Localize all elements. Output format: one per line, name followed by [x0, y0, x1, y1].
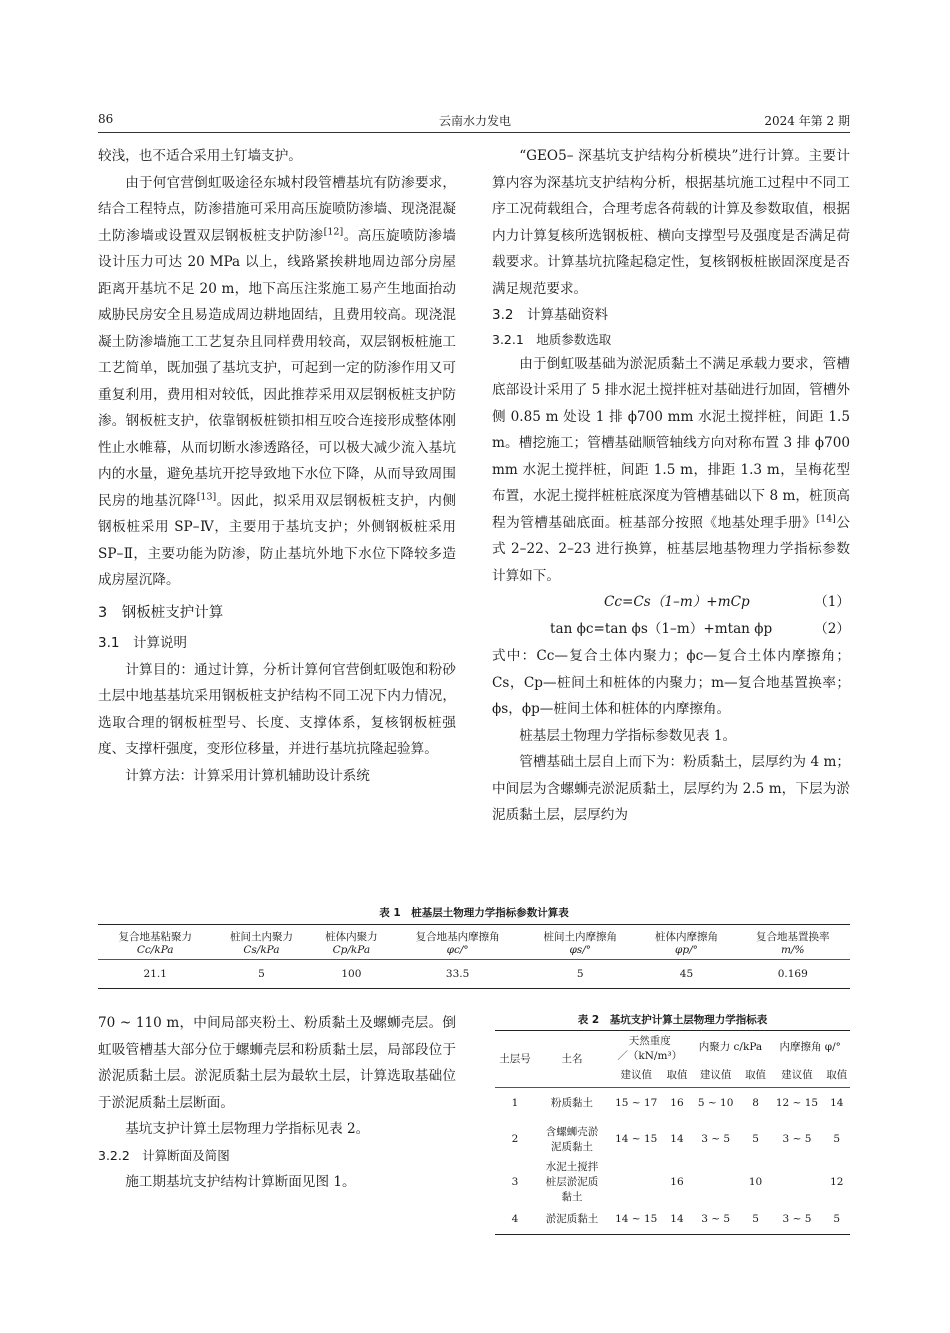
table-unit-row	[98, 944, 850, 960]
equation-number: （1）	[814, 594, 850, 610]
table-header: 复合地基内摩擦角	[415, 931, 500, 943]
table-cell: 0.169	[777, 968, 808, 980]
table-header: 土名	[535, 1031, 609, 1088]
table-cell: 5	[833, 1212, 841, 1225]
page-number: 86	[98, 112, 114, 126]
table-unit: m/%	[781, 944, 805, 956]
right-column	[492, 143, 850, 829]
table-row	[495, 1120, 850, 1160]
table-cell: 14 ~ 15	[615, 1133, 658, 1145]
table-cell: 45	[679, 968, 694, 980]
table-unit: Cc/kPa	[136, 944, 174, 956]
table-header: 复合地基粘聚力	[118, 931, 192, 943]
table-cell: 粉质黏土	[551, 1097, 593, 1110]
table-unit: φs/°	[569, 944, 591, 956]
table-cell: 淤泥质黏土	[545, 1212, 599, 1225]
paragraph-text: 公式 2–22、2–23 进行换算，桩基层地基物理力学指标参数计算如下。	[492, 514, 851, 584]
paragraph: “GEO5– 深基坑支护结构分析模块”进行计算。主要计算内容为深基坑支护结构分析，根据基坑施工过程中不同工序工况荷载组合，合理考虑各荷载的计算及参数取值，根据内力计算复核所选钢板桩、横向支撑型号及强度是否满足荷载要求。计算基坑抗隆起稳定性，复核钢板桩嵌固深度是否满足规范要求。	[492, 148, 850, 297]
header-rule	[98, 132, 850, 133]
citation: [14]	[816, 512, 836, 524]
table1-caption: 表 1 桩基层土物理力学指标参数计算表	[379, 907, 569, 919]
table-row	[495, 1205, 850, 1235]
paragraph: 管槽基础土层自上而下为：粉质黏土，层厚约为 4 m；中间层为含螺蛳壳淤泥质黏土，层厚约为 2.5 m，下层为淤泥质黏土层，层厚约为	[492, 754, 850, 823]
subsubsection-heading: 3.2.1 地质参数选取	[492, 331, 612, 347]
table-header: 桩间土内聚力	[229, 931, 293, 943]
table-cell: 5	[752, 1212, 759, 1225]
paragraph: 基坑支护计算土层物理力学指标见表 2。	[125, 1121, 370, 1137]
table-cell: 5	[576, 968, 584, 980]
table-cell: 5 ~ 10	[697, 1097, 734, 1110]
table-cell: 14	[830, 1097, 844, 1110]
table-cell: 14	[670, 1133, 684, 1145]
table-header: 桩体内聚力	[325, 931, 378, 943]
table-cell: 3 ~ 5	[782, 1133, 812, 1145]
table-unit: Cp/kPa	[332, 944, 371, 956]
paragraph-text: 。高压旋喷防渗墙设计压力可达 20 MPa 以上，线路紧挨耕地周边部分房屋距离开基坑不足 20 m，地下高压注浆施工易产生地面抬动威胁民房安全且易造成周边耕地固结，且费用较高。现浇混凝土防渗墙施工工艺复杂且同样费用较高，双层钢板桩施工工艺简单，既加强了基坑支护，可起到一定的防渗作用又可重复利用，费用相对较低，因此推荐采用双层钢板桩支护防渗。钢板桩支护，依靠钢板桩锁扣相互咬合连接形成整体刚性止水帷幕，从而切断水渗透路径，可以极大减少流入基坑内的水量，避免基坑开挖导致地下水位下降，从而导致周围民房的地基沉降	[98, 227, 457, 509]
subsection-heading: 3.1 计算说明	[98, 635, 187, 651]
paragraph: 计算目的：通过计算，分析计算何官营倒虹吸饱和粉砂土层中地基基坑采用钢板桩支护结构不同工况下内力情况，选取合理的钢板桩型号、长度、支撑体系，复核钢板桩强度、支撑杆强度，变形位移量，并进行基坑抗隆起验算。	[98, 661, 456, 757]
section-heading: 3 钢板桩支护计算	[98, 604, 224, 621]
table-header: 桩体内摩擦角	[654, 931, 718, 943]
issue-label: 2024 年第 2 期	[764, 114, 850, 128]
table-cell: 3 ~ 5	[701, 1133, 731, 1145]
table-cell: 33.5	[445, 968, 470, 980]
paragraph	[98, 170, 456, 594]
paragraph: 较浅，也不适合采用土钉墙支护。	[98, 148, 302, 164]
table-cell: 5	[752, 1133, 759, 1145]
equation-text: Cc=Cs（1–m）+mCp	[604, 594, 750, 610]
table-cell: 5	[833, 1133, 841, 1145]
table-cell: 3 ~ 5	[701, 1212, 731, 1225]
paragraph: 70 ~ 110 m，中间局部夹粉土、粉质黏土及螺蛳壳层。倒虹吸管槽基大部分位于螺蛳壳层和粉质黏土层，局部段位于淤泥质黏土层。淤泥质黏土层为最软土层，计算选取基础位于淤泥质黏土层断面。	[98, 1015, 456, 1111]
table-unit: Cs/kPa	[243, 944, 280, 956]
equation-number: （2）	[814, 621, 850, 637]
paragraph: 式中：Cc—复合土体内聚力；ϕc—复合土体内摩擦角；Cs，Cp—桩间土和桩体的内聚力；m—复合地基置换率；ϕs，ϕp—桩间土体和桩体的内摩擦角。	[492, 648, 850, 717]
table-cell: 1	[511, 1097, 519, 1110]
citation: [13]	[196, 490, 217, 502]
table-header: 复合地基置换率	[756, 931, 830, 943]
table-cell: 含螺蛳壳淤泥质黏土	[545, 1125, 599, 1153]
paragraph-text: 由于何官营倒虹吸途径东城村段管槽基坑有防渗要求，结合工程特点，防渗措施可采用高压旋喷防渗墙、现浇混凝土防渗墙或设置双层钢板桩支护防渗	[98, 174, 456, 244]
table-cell: 21.1	[143, 968, 167, 980]
table-cell	[770, 1160, 823, 1205]
equation-text: tan ϕc=tan ϕs（1–m）+mtan ϕp	[550, 621, 773, 637]
table-cell: 14 ~ 15	[615, 1212, 658, 1225]
table-cell: 15 ~ 17	[615, 1097, 658, 1110]
table-cell	[609, 1160, 663, 1205]
subsubsection-heading: 3.2.2 计算断面及简图	[98, 1147, 230, 1163]
left-column	[98, 143, 456, 789]
paragraph: 施工期基坑支护结构计算断面见图 1。	[125, 1174, 356, 1190]
table-unit: φc/°	[446, 944, 469, 956]
table-cell: 12	[830, 1175, 844, 1188]
paragraph: 计算方法：计算采用计算机辅助设计系统	[125, 767, 370, 784]
table-header	[609, 1031, 691, 1065]
table-cell: 3 ~ 5	[782, 1212, 812, 1225]
table-cell: 8	[752, 1097, 759, 1110]
table-cell: 14	[670, 1212, 684, 1225]
citation: [12]	[323, 225, 344, 237]
table-header: 土层号	[495, 1031, 535, 1088]
equation-1	[492, 589, 850, 616]
table1	[98, 924, 850, 989]
table-cell: 10	[748, 1175, 763, 1188]
table-subheader: 取值	[666, 1069, 688, 1081]
subsection-heading: 3.2 计算基础资料	[492, 307, 608, 323]
table-header: 内摩擦角 φ/°	[779, 1041, 841, 1053]
table-subheader: 取值	[745, 1069, 767, 1081]
paragraph: 桩基层土物理力学指标参数见表 1。	[519, 727, 737, 744]
table-cell: 4	[511, 1212, 519, 1225]
table-header-text: 天然重度	[628, 1035, 671, 1047]
paragraph-text: 由于倒虹吸基础为淤泥质黏土不满足承载力要求，管槽底部设计采用了 5 排水泥土搅拌桩对基础进行加固，管槽外侧 0.85 m 处设 1 排 ϕ700 mm 水泥土搅拌桩，间距 1.5 m。槽挖施工；管槽基础顺管轴线方向对称布置 3 排 ϕ700 mm 水泥土搅拌桩，间距 1.5 m，排距 1.3 m，呈梅花型布置，水泥土搅拌桩桩底深度为管槽基础以下 8 m，桩顶高程为管槽基础底面。桩基部分按照《地基处理手册》	[492, 355, 850, 531]
table-subheader: 建议值	[620, 1069, 652, 1081]
table-row	[98, 960, 850, 989]
table-cell: 3	[511, 1175, 519, 1188]
table-subheader: 建议值	[699, 1069, 732, 1081]
left-column-bottom	[98, 1010, 456, 1196]
table-cell: 16	[670, 1175, 684, 1188]
table-header: 内聚力 c/kPa	[698, 1041, 763, 1053]
paragraph-text: 。因此，拟采用双层钢板桩支护，内侧钢板桩采用 SP–Ⅳ，主要用于基坑支护；外侧钢板桩采用 SP–Ⅱ，主要功能为防渗，防止基坑外地下水位下降较多造成房屋沉降。	[98, 492, 457, 588]
journal-title: 云南水力发电	[438, 114, 511, 128]
paragraph	[492, 351, 850, 590]
table2-caption: 表 2 基坑支护计算土层物理力学指标表	[577, 1014, 768, 1026]
table-unit: φp/°	[675, 944, 698, 956]
table-header-text: ／（kN/m³）	[617, 1050, 683, 1062]
table-header: 桩间土内摩擦角	[543, 931, 617, 943]
table-cell: 12 ~ 15	[775, 1097, 819, 1110]
table-cell: 水泥土搅拌桩层淤泥质黏土	[545, 1160, 599, 1203]
table-subheader: 建议值	[781, 1069, 813, 1081]
table-subheader: 取值	[826, 1069, 848, 1081]
table-header-row	[495, 1031, 850, 1065]
table-cell	[691, 1160, 741, 1205]
table-row	[495, 1160, 850, 1205]
table-cell: 5	[258, 968, 265, 980]
equation-2	[492, 616, 850, 643]
table-row	[495, 1088, 850, 1120]
table-cell: 16	[670, 1097, 684, 1110]
table2	[495, 1030, 850, 1235]
table-cell: 100	[341, 968, 362, 980]
table-cell: 2	[511, 1133, 519, 1145]
table-header-row	[98, 925, 850, 945]
